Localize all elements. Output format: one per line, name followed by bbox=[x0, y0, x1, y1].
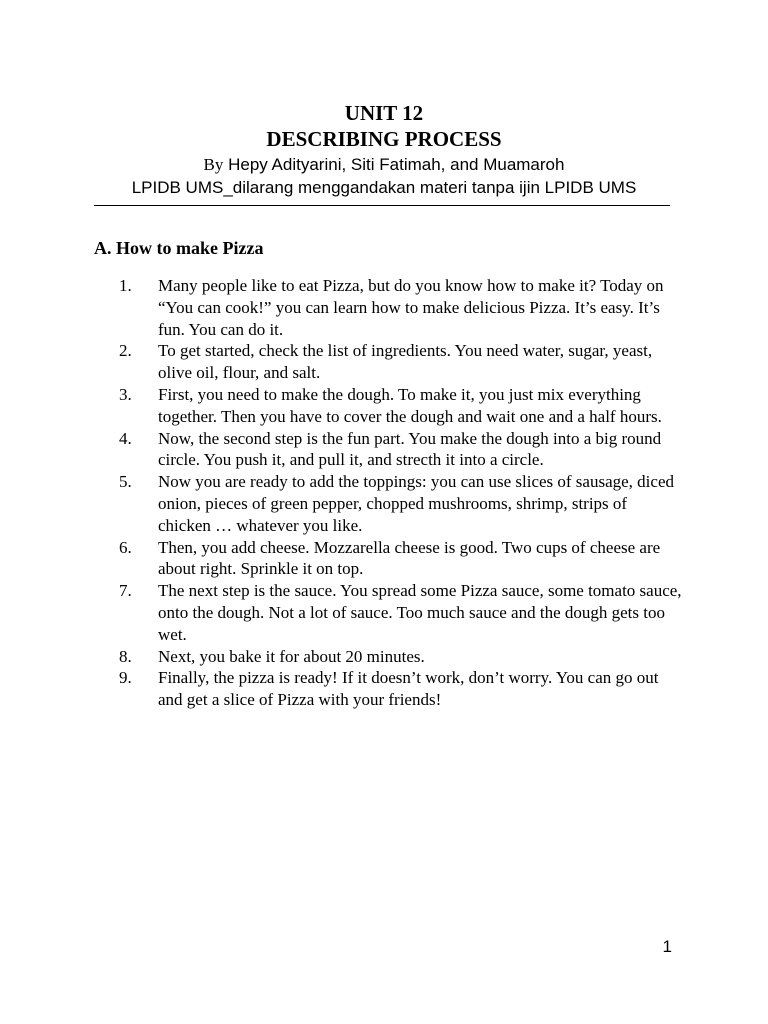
step-text: Many people like to eat Pizza, but do you know how to make it? Today on “You can cook!” you can learn how to make delicious Pizza. It’s easy. It’s fun. You can do it. bbox=[158, 276, 664, 339]
step-number: 3. bbox=[119, 384, 132, 404]
author-byline bbox=[0, 153, 768, 176]
step-item bbox=[94, 340, 684, 384]
step-number: 5. bbox=[119, 472, 132, 492]
step-number: 8. bbox=[119, 646, 132, 666]
step-item bbox=[94, 428, 684, 472]
unit-title: UNIT 12 bbox=[344, 101, 424, 125]
step-number: 6. bbox=[119, 537, 132, 557]
page-number: 1 bbox=[662, 937, 672, 956]
copyright-notice: LPIDB UMS_dilarang menggandakan materi tanpa ijin LPIDB UMS bbox=[131, 178, 637, 197]
step-text: First, you need to make the dough. To make it, you just mix everything together. Then you have to cover the dough and wait one and a half hours. bbox=[158, 384, 662, 426]
header-divider bbox=[94, 205, 670, 206]
step-item bbox=[94, 646, 684, 668]
section-heading: A. How to make Pizza bbox=[94, 238, 264, 258]
step-text: Finally, the pizza is ready! If it doesn’t work, don’t worry. You can go out and get a slice of Pizza with your friends! bbox=[158, 668, 659, 710]
title-block bbox=[0, 100, 768, 199]
step-text: To get started, check the list of ingredients. You need water, sugar, yeast, olive oil, flour, and salt. bbox=[158, 341, 653, 383]
step-text: Next, you bake it for about 20 minutes. bbox=[158, 646, 425, 666]
step-number: 1. bbox=[119, 276, 132, 295]
steps-list bbox=[94, 275, 684, 711]
step-item bbox=[94, 580, 684, 645]
step-text: Now, the second step is the fun part. You make the dough into a big round circle. You push it, and pull it, and strecth it into a circle. bbox=[158, 428, 662, 470]
step-text: The next step is the sauce. You spread some Pizza sauce, some tomato sauce, onto the dough. Not a lot of sauce. Too much sauce and the dough gets too wet. bbox=[158, 581, 682, 644]
byline-prefix: By bbox=[203, 155, 224, 174]
step-text: Then, you add cheese. Mozzarella cheese is good. Two cups of cheese are about right. Sprinkle it on top. bbox=[158, 537, 661, 579]
step-number: 9. bbox=[119, 668, 132, 688]
step-number: 2. bbox=[119, 341, 132, 361]
step-text: Now you are ready to add the toppings: you can use slices of sausage, diced onion, pieces of green pepper, chopped mushrooms, shrimp, strips of chicken … whatever you like. bbox=[158, 472, 674, 535]
step-item bbox=[94, 537, 684, 581]
step-item bbox=[94, 275, 684, 340]
step-item bbox=[94, 384, 684, 428]
author-names: Hepy Adityarini, Siti Fatimah, and Muamaroh bbox=[223, 155, 565, 174]
document-title: DESCRIBING PROCESS bbox=[266, 127, 502, 151]
step-item bbox=[94, 667, 684, 711]
step-number: 7. bbox=[119, 581, 132, 601]
step-number: 4. bbox=[119, 428, 132, 448]
step-item bbox=[94, 471, 684, 536]
